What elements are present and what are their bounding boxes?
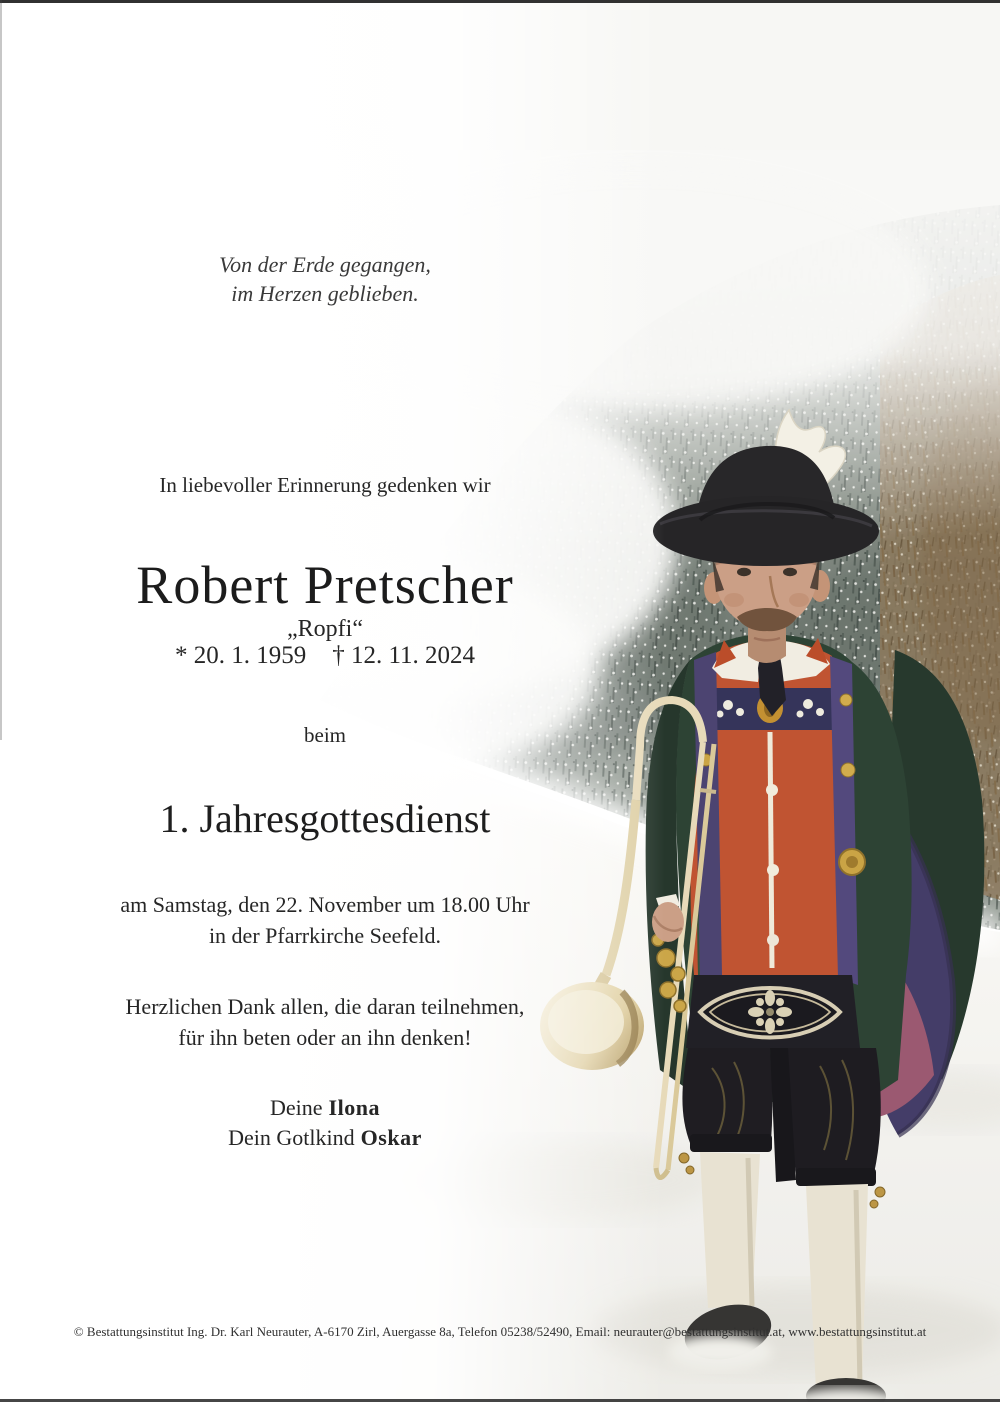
verse-line-1: Von der Erde gegangen, xyxy=(219,252,431,277)
service-date-line: am Samstag, den 22. November um 18.00 Uhr xyxy=(120,892,530,917)
service-preposition: beim xyxy=(304,723,346,747)
life-dates xyxy=(0,642,650,670)
signature-line-2 xyxy=(0,1123,650,1153)
service-place-line: in der Pfarrkirche Seefeld. xyxy=(208,923,442,949)
verse-line-2: im Herzen geblieben. xyxy=(231,281,419,307)
service-when xyxy=(0,889,650,951)
signatures xyxy=(0,1093,650,1154)
death-date: † 12. 11. 2024 xyxy=(332,642,476,669)
thanks-line-1: Herzlichen Dank allen, die daran teilnehmen, xyxy=(125,994,525,1019)
signature-1-prefix: Deine xyxy=(270,1095,323,1120)
signature-1-name: Ilona xyxy=(328,1095,380,1120)
signature-line-1 xyxy=(0,1093,650,1123)
thanks-line-2: für ihn beten oder an ihn denken! xyxy=(178,1025,472,1051)
thanks xyxy=(0,991,650,1053)
deceased-nickname: „Ropfi“ xyxy=(287,616,363,642)
deceased-name: Robert Pretscher xyxy=(136,555,514,615)
verse xyxy=(0,250,650,308)
intro-line: In liebevoller Erinnerung gedenken wir xyxy=(159,473,491,497)
service-title: 1. Jahresgottesdienst xyxy=(159,796,491,841)
signature-2-name: Oskar xyxy=(360,1125,422,1151)
photo-scan-edge-top xyxy=(0,0,1000,3)
funeral-home-footer: © Bestattungsinstitut Ing. Dr. Karl Neurauter, A-6170 Zirl, Auergasse 8a, Telefon 05238/52490, Email: neurauter@bestattungsinstitut.at, www.bestattungsinstitut.at xyxy=(73,1324,927,1339)
birth-date: * 20. 1. 1959 xyxy=(174,642,307,669)
signature-2-prefix: Dein Gotlkind xyxy=(228,1125,355,1151)
